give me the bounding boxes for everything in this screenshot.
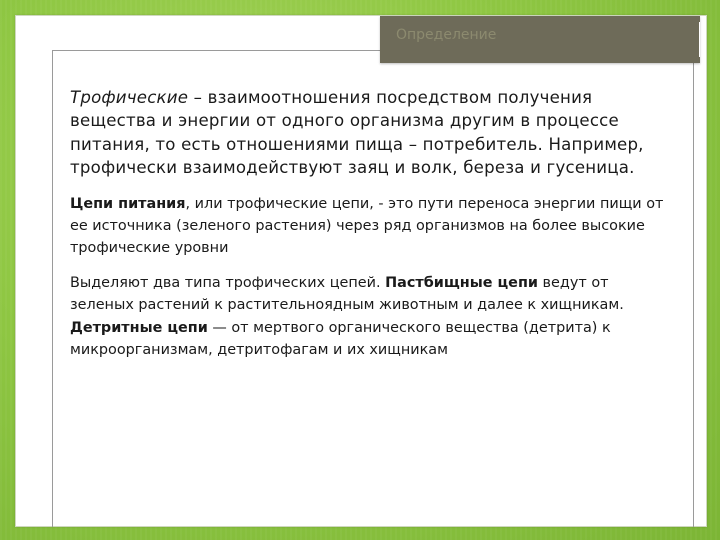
paragraph-trophic xyxy=(70,86,675,180)
paragraph-chain-types-intro: Выделяют два типа трофических цепей. xyxy=(70,275,386,292)
term-grazing-chains: Пастбищные цепи xyxy=(385,275,538,292)
paragraph-food-chains-text: , или трофические цепи, - это пути переноса энергии пищи от ее источника (зеленого растения) через ряд организмов на более высокие трофические уровни xyxy=(70,195,664,257)
title-bar xyxy=(380,16,700,63)
term-detrital-chains: Детритные цепи xyxy=(70,319,208,336)
slide xyxy=(15,15,707,527)
paragraph-food-chains xyxy=(70,193,675,260)
paragraph-chain-types-text2: — от мертвого органического вещества (детрита) к микроорганизмам, детритофагам и их хищникам xyxy=(70,319,611,358)
paragraph-chain-types-text1: ведут от зеленых растений к растительноядным животным и далее к хищникам. xyxy=(70,275,624,314)
term-food-chains: Цепи питания xyxy=(70,195,186,212)
title-bar-edge xyxy=(699,22,700,57)
slide-title: Определение xyxy=(396,27,497,43)
term-trophic: Трофические xyxy=(70,88,189,107)
slide-body xyxy=(70,86,675,374)
paragraph-trophic-text: – взаимоотношения посредством получения вещества и энергии от одного организма другим в процессе питания, то есть отношениями пища – потребитель. Например, трофически взаимодействуют заяц и волк, береза и гусеница. xyxy=(70,88,644,178)
paragraph-chain-types xyxy=(70,272,675,361)
